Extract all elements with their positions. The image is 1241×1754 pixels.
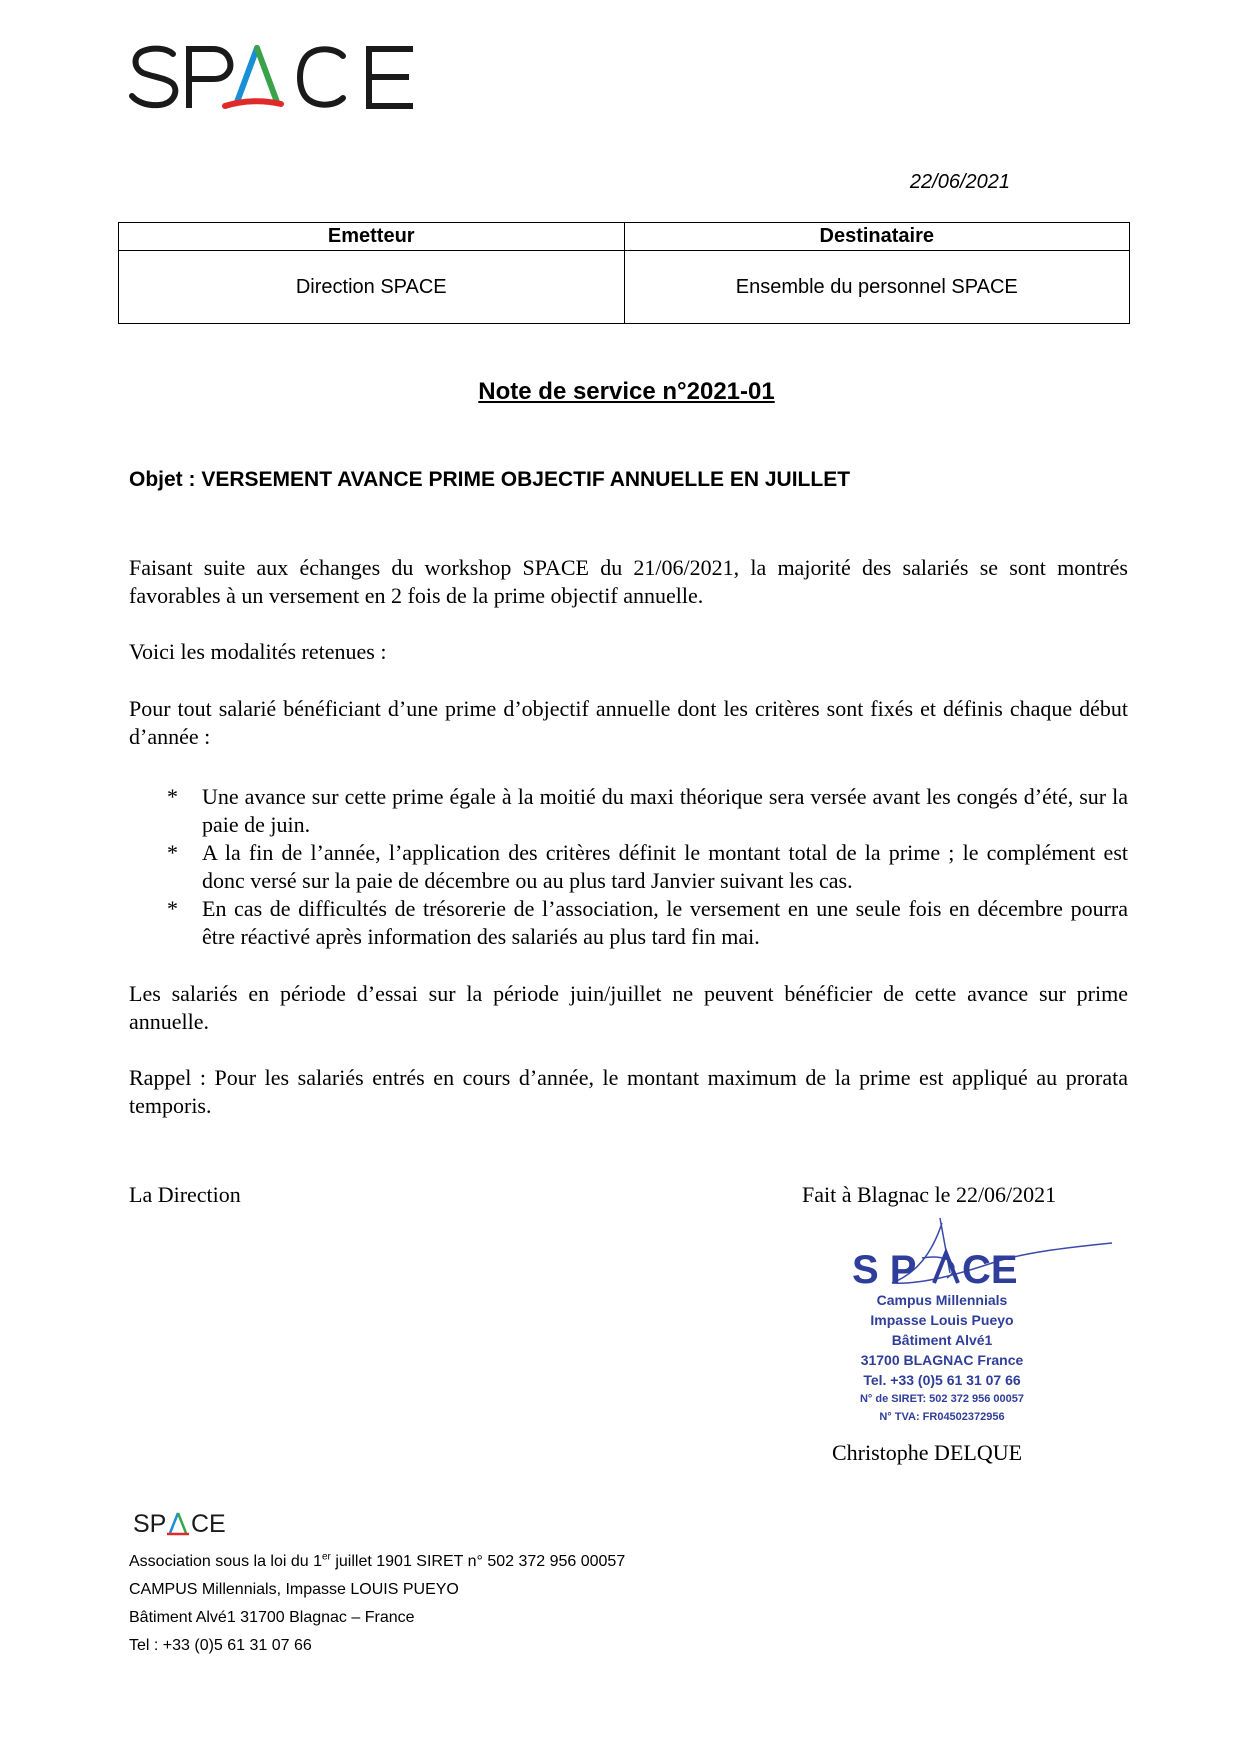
space-logo <box>129 44 416 112</box>
footer-line-phone: Tel : +33 (0)5 61 31 07 66 <box>129 1637 312 1654</box>
paragraph-reminder: Rappel : Pour les salariés entrés en cours d’année, le montant maximum de la prime est appliqué au prorata temporis. <box>129 1065 1128 1118</box>
sender-value: Direction SPACE <box>119 251 625 324</box>
svg-text:SP: SP <box>133 1510 167 1536</box>
signature-left: La Direction <box>129 1182 241 1207</box>
signature-place-date: Fait à Blagnac le 22/06/2021 <box>802 1182 1057 1207</box>
bullet-marker: * <box>167 784 178 809</box>
list-item: * En cas de difficultés de trésorerie de l’association, le versement en une seule fois en décembre pourra être réactivé après information des salariés au plus tard fin mai. <box>167 896 1128 949</box>
sender-recipient-table <box>118 222 1130 324</box>
footer-line-campus: CAMPUS Millennials, Impasse LOUIS PUEYO <box>129 1581 459 1598</box>
recipient-header: Destinataire <box>624 223 1130 251</box>
bullet-marker: * <box>167 840 178 865</box>
footer-space-logo <box>133 1510 238 1536</box>
stamp-text: Campus Millennials Impasse Louis Pueyo Bâtiment Alvé1 31700 BLAGNAC France Tel. +33 (0)5 61 31 07 66 N° de SIRET: 502 372 956 00057 N° TVA: FR04502372956 <box>859 1292 1024 1423</box>
paragraph-intro: Faisant suite aux échanges du workshop SPACE du 21/06/2021, la majorité des salariés se sont montrés favorables à un versement en 2 fois de la prime objectif annuelle. <box>129 555 1128 608</box>
paragraph-modalities: Voici les modalités retenues : <box>129 639 387 664</box>
footer-line-city: Bâtiment Alvé1 31700 Blagnac – France <box>129 1609 415 1626</box>
signer-name: Christophe DELQUE <box>832 1440 1023 1465</box>
paragraph-trial-period: Les salariés en période d’essai sur la période juin/juillet ne peuvent bénéficier de cette avance sur prime annuelle. <box>129 981 1128 1034</box>
svg-text:S P: S P <box>852 1248 917 1292</box>
paragraph-eligibility: Pour tout salarié bénéficiant d’une prime d’objectif annuelle dont les critères sont fixés et définis chaque début d’année : <box>129 696 1128 749</box>
bullet-marker: * <box>167 896 178 921</box>
document-date: 22/06/2021 <box>909 171 1010 193</box>
subject-line: Objet : VERSEMENT AVANCE PRIME OBJECTIF ANNUELLE EN JUILLET <box>129 468 851 491</box>
svg-text:CE: CE <box>962 1248 1018 1292</box>
footer-line-siret: Association sous la loi du 1er juillet 1901 SIRET n° 502 372 956 00057 <box>129 1551 626 1570</box>
list-item: * A la fin de l’année, l’application des critères définit le montant total de la prime ; le complément est donc versé sur la paie de décembre ou au plus tard Janvier suivant les cas. <box>167 840 1128 893</box>
note-title: Note de service n°2021-01 <box>478 378 775 405</box>
recipient-value: Ensemble du personnel SPACE <box>624 251 1130 324</box>
list-item: * Une avance sur cette prime égale à la moitié du maxi théorique sera versée avant les congés d’été, sur la paie de juin. <box>167 784 1128 837</box>
svg-text:CE: CE <box>191 1510 226 1536</box>
conditions-list <box>129 783 1128 951</box>
footer-address <box>129 1548 625 1660</box>
sender-header: Emetteur <box>119 223 625 251</box>
